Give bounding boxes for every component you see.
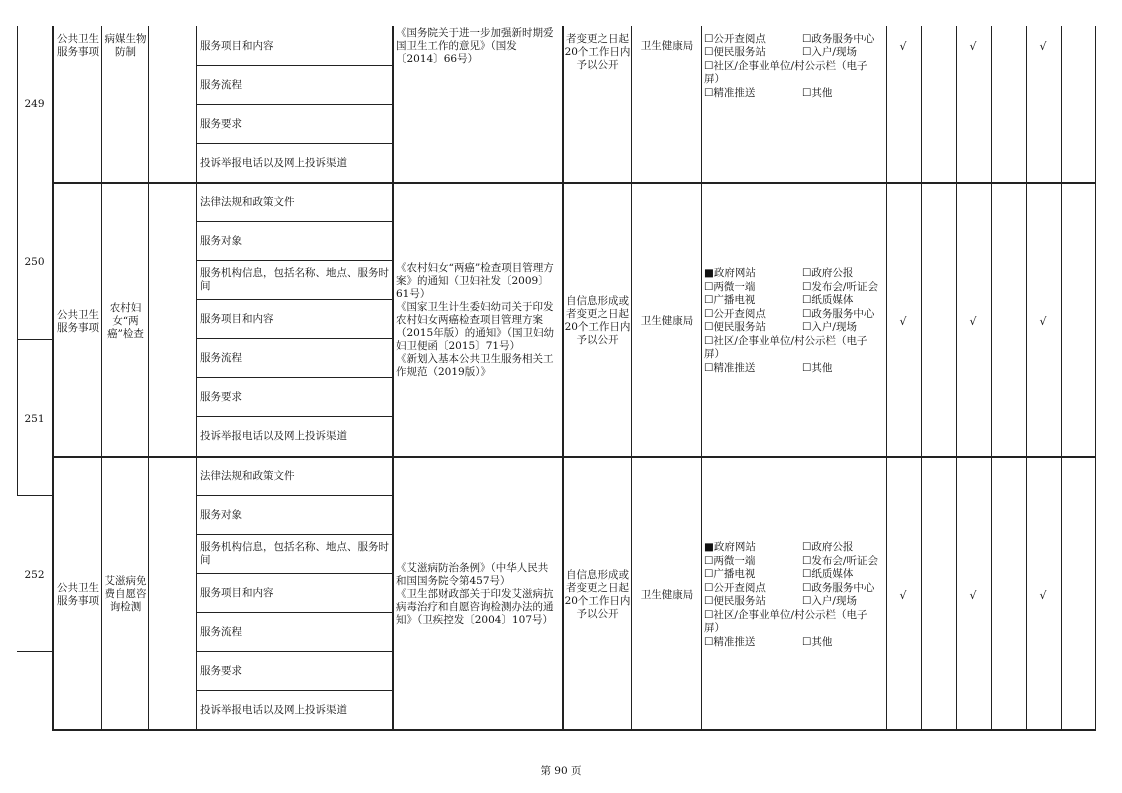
channel-option: ☐社区/企事业单位/村公示栏（电子屏）	[704, 609, 868, 634]
channel-option: ☐社区/企事业单位/村公示栏（电子屏）	[704, 335, 868, 360]
item-label: 服务流程	[200, 351, 242, 364]
publication-time-limit: 自信息形成或者变更之日起20个工作日内予以公开	[564, 295, 631, 346]
check-mark: √	[899, 589, 907, 602]
check-mark: √	[1039, 315, 1047, 328]
channel-option: ☐政府公报	[802, 267, 854, 279]
channel-option: ■政府网站	[704, 541, 756, 553]
channel-option: ☐便民服务站	[704, 321, 766, 333]
channel-option: ☐广播电视	[704, 294, 756, 306]
service-subject: 艾滋病免费自愿咨询检测	[104, 575, 147, 613]
rule-row-number	[17, 495, 53, 496]
policy-basis: 《艾滋病防治条例》（中华人民共和国国务院令第457号） 《卫生部财政部关于印发艾滋病抗病毒治疗和自愿咨询检测办法的通知》（卫疾控发〔2004〕107号）	[396, 562, 554, 626]
channel-option: ☐发布会/听证会	[802, 281, 878, 293]
channel-option: ☐政务服务中心	[802, 582, 875, 594]
rule-col	[52, 26, 54, 731]
rule-col	[196, 26, 197, 730]
item-label: 服务项目和内容	[200, 586, 274, 599]
channel-option: ☐纸质媒体	[802, 568, 854, 580]
row-number: 249	[24, 98, 45, 110]
channel-option: ☐入户/现场	[802, 595, 857, 607]
channel-option: ☐入户/现场	[802, 321, 857, 333]
channel-option: ☐发布会/听证会	[802, 555, 878, 567]
channel-option: ☐精准推送	[704, 362, 756, 374]
channel-option: ☐政务服务中心	[802, 308, 875, 320]
check-mark: √	[969, 589, 977, 602]
rule-col	[101, 26, 102, 730]
channel-option: ☐公开查阅点	[704, 308, 766, 320]
service-subject: 病媒生物防制	[104, 33, 147, 58]
check-mark: √	[899, 40, 907, 53]
page-number: 第 90 页	[540, 765, 582, 777]
channel-option: ☐两微一端	[704, 555, 756, 567]
rule-col	[562, 26, 564, 731]
check-mark: √	[969, 40, 977, 53]
item-label: 服务对象	[200, 234, 242, 247]
rule-col	[631, 26, 632, 730]
channel-option: ☐两微一端	[704, 281, 756, 293]
rule-table-bottom	[53, 729, 1096, 731]
check-mark: √	[1039, 40, 1047, 53]
rule-col	[886, 26, 887, 730]
check-mark: √	[1039, 589, 1047, 602]
channel-option: ☐其他	[802, 636, 833, 648]
item-label: 服务流程	[200, 78, 242, 91]
rule-col	[991, 26, 992, 730]
rule-row-number	[17, 651, 53, 652]
row-number: 252	[24, 569, 45, 581]
rule-col	[1026, 26, 1027, 730]
responsible-agency: 卫生健康局	[640, 589, 694, 601]
rule-col	[956, 26, 957, 730]
item-label: 投诉举报电话以及网上投诉渠道	[200, 703, 347, 716]
item-label: 投诉举报电话以及网上投诉渠道	[200, 430, 347, 442]
rule-row-number	[17, 339, 53, 340]
channel-option: ☐精准推送	[704, 636, 756, 648]
channel-option: ☐纸质媒体	[802, 294, 854, 306]
channel-option: ☐便民服务站	[704, 595, 766, 607]
channel-option: ☐政府公报	[802, 541, 854, 553]
channel-option: ☐其他	[802, 87, 833, 99]
rule-col	[1095, 26, 1096, 730]
row-number: 250	[24, 256, 45, 268]
check-mark: √	[969, 315, 977, 328]
item-label: 服务机构信息，包括名称、地点、服务时间	[200, 541, 389, 566]
check-mark: √	[899, 315, 907, 328]
item-label: 法律法规和政策文件	[200, 469, 295, 482]
channel-option: ☐广播电视	[704, 568, 756, 580]
channel-option: ☐入户/现场	[802, 46, 857, 58]
channel-option: ☐精准推送	[704, 87, 756, 99]
service-category: 公共卫生服务事项	[57, 309, 99, 334]
item-label: 法律法规和政策文件	[200, 195, 295, 208]
channel-option: ☐其他	[802, 362, 833, 374]
responsible-agency: 卫生健康局	[640, 40, 694, 52]
item-label: 服务要求	[200, 390, 242, 403]
rule-col	[701, 26, 702, 730]
publication-time-limit: 者变更之日起20个工作日内予以公开	[564, 33, 631, 71]
publication-time-limit: 自信息形成或者变更之日起20个工作日内予以公开	[564, 569, 631, 620]
item-label: 服务项目和内容	[200, 312, 274, 325]
row-number: 251	[24, 413, 45, 425]
channel-option: ☐政务服务中心	[802, 33, 875, 45]
item-label: 服务要求	[200, 664, 242, 677]
service-subject: 农村妇女“两癌”检查	[107, 302, 144, 340]
channel-option: ☐便民服务站	[704, 46, 766, 58]
item-label: 服务要求	[200, 117, 242, 130]
item-label: 服务对象	[200, 508, 242, 521]
item-label: 投诉举报电话以及网上投诉渠道	[200, 156, 347, 169]
rule-col	[921, 26, 922, 730]
policy-basis: 《国务院关于进一步加强新时期爱国卫生工作的意见》（国发〔2014〕66号）	[396, 27, 554, 65]
rule-col	[392, 26, 394, 731]
responsible-agency: 卫生健康局	[640, 315, 694, 327]
service-category: 公共卫生服务事项	[57, 33, 99, 58]
item-label: 服务流程	[200, 625, 242, 638]
item-label: 服务项目和内容	[200, 39, 274, 52]
channel-option: ☐公开查阅点	[704, 33, 766, 45]
service-category: 公共卫生服务事项	[57, 582, 99, 607]
rule-col	[148, 26, 149, 730]
channel-option: ☐公开查阅点	[704, 582, 766, 594]
policy-basis: 《农村妇女“两癌”检查项目管理方案》的通知（卫妇社发〔2009〕61号） 《国家卫生计生委妇幼司关于印发农村妇女两癌检查项目管理方案（2015年版）的通知》（国卫妇幼妇卫便函〔2015〕71号） 《新划入基本公共卫生服务相关工作规范（2019版）》	[396, 262, 554, 378]
channel-option: ☐社区/企事业单位/村公示栏（电子屏）	[704, 60, 868, 85]
item-label: 服务机构信息，包括名称、地点、服务时间	[200, 267, 389, 292]
channel-option: ■政府网站	[704, 267, 756, 279]
rule-col	[1061, 26, 1062, 730]
